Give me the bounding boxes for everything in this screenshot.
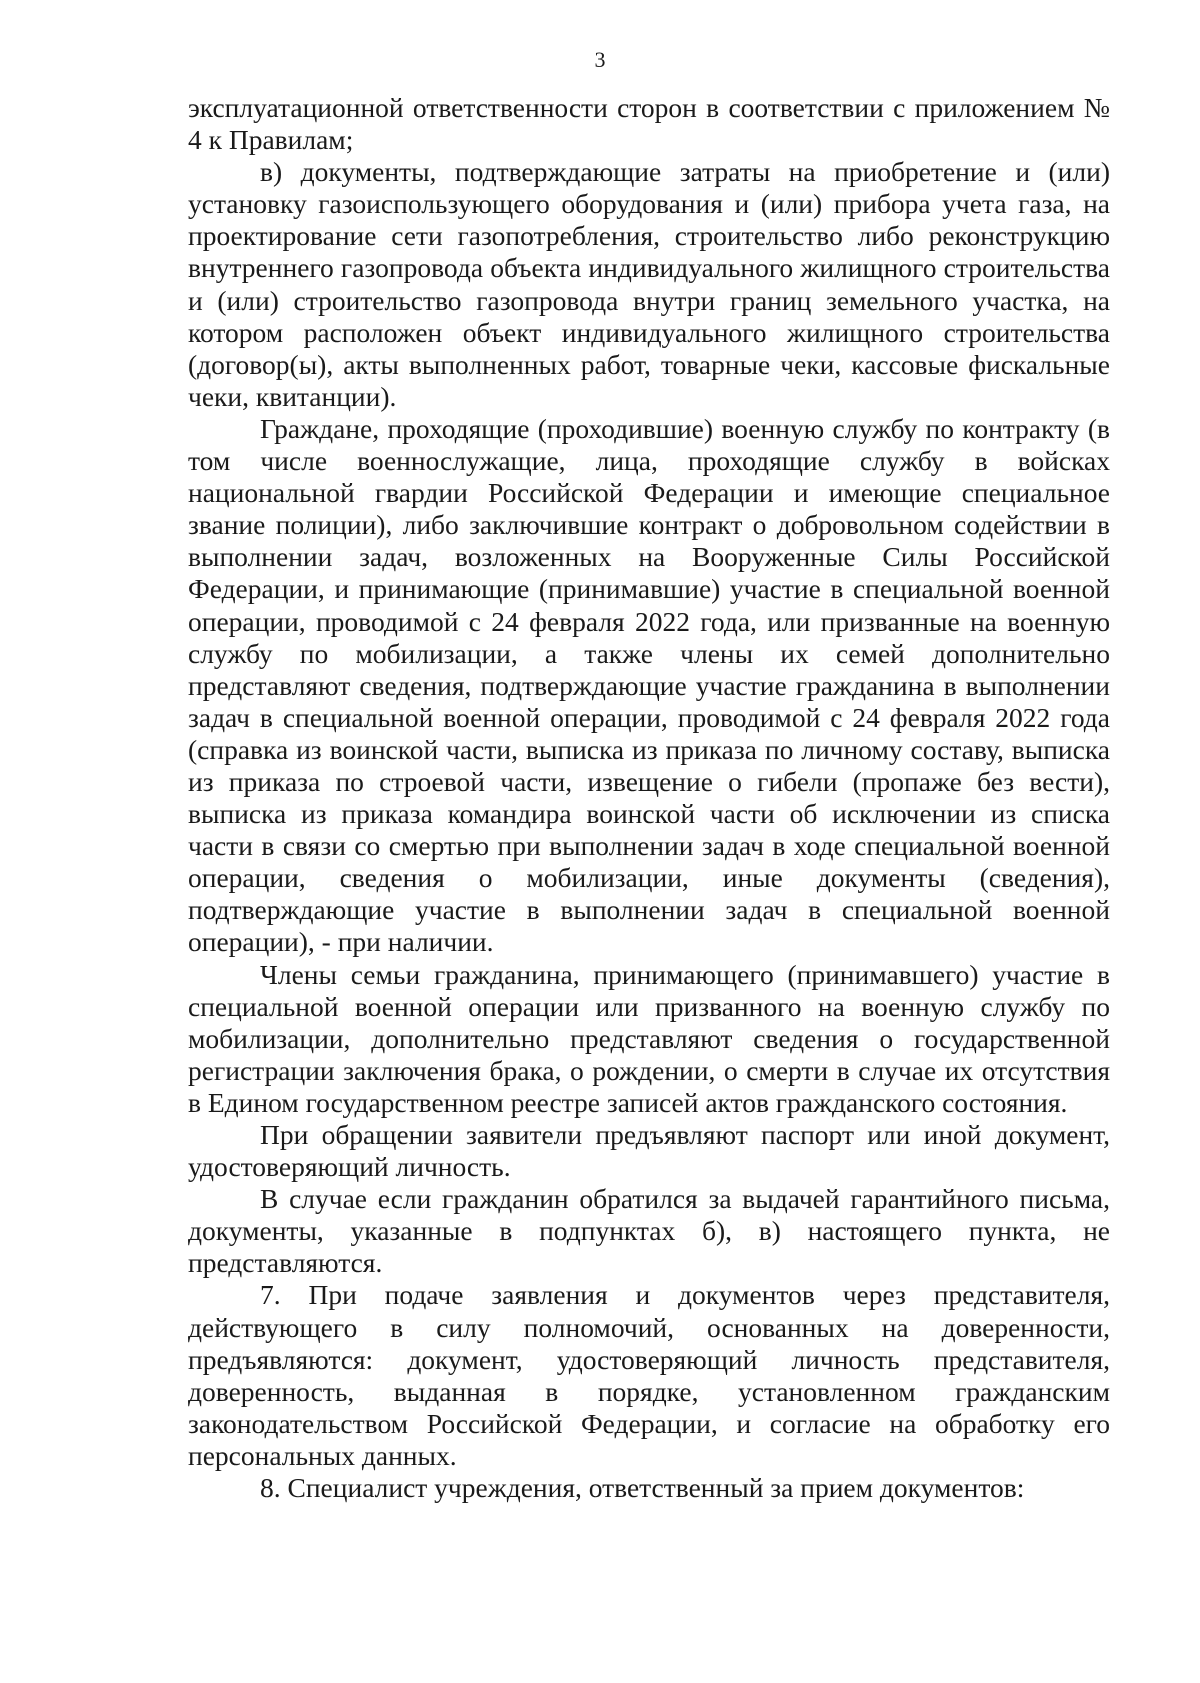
paragraph-passport: При обращении заявители предъявляют паспорт или иной документ, удостоверяющий личность. <box>188 1119 1110 1183</box>
paragraph-family-members: Члены семьи гражданина, принимающего (принимавшего) участие в специальной военной операции или призванного на военную службу по мобилизации, дополнительно представляют сведения о государственной регистрации заключения брака, о рождении, о смерти в случае их отсутствия в Едином государственном реестре записей актов гражданского состояния. <box>188 958 1110 1118</box>
paragraph-continuation: эксплуатационной ответственности сторон в соответствии с приложением № 4 к Правилам; <box>188 92 1110 156</box>
paragraph-subitem-v: в) документы, подтверждающие затраты на приобретение и (или) установку газоиспользующего оборудования и (или) прибора учета газа, на проектирование сети газопотребления, строительство либо реконструкцию внутреннего газопровода объекта индивидуального жилищного строительства и (или) строительство газопровода внутри границ земельного участка, на котором расположен объект индивидуального жилищного строительства (договор(ы), акты выполненных работ, товарные чеки, кассовые фискальные чеки, квитанции). <box>188 156 1110 412</box>
document-body <box>188 92 1110 1504</box>
paragraph-military-citizens: Граждане, проходящие (проходившие) военную службу по контракту (в том числе военнослужащие, лица, проходящие службу в войсках национальной гвардии Российской Федерации и имеющие специальное звание полиции), либо заключившие контракт о добровольном содействии в выполнении задач, возложенных на Вооруженные Силы Российской Федерации, и принимающие (принимавшие) участие в специальной военной операции, проводимой с 24 февраля 2022 года, или призванные на военную службу по мобилизации, а также члены их семей дополнительно представляют сведения, подтверждающие участие гражданина в выполнении задач в специальной военной операции, проводимой с 24 февраля 2022 года (справка из воинской части, выписка из приказа по личному составу, выписка из приказа по строевой части, извещение о гибели (пропаже без вести), выписка из приказа командира воинской части об исключении из списка части в связи со смертью при выполнении задач в ходе специальной военной операции, сведения о мобилизации, иные документы (сведения), подтверждающие участие в выполнении задач в специальной военной операции), - при наличии. <box>188 412 1110 958</box>
paragraph-guarantee-letter: В случае если гражданин обратился за выдачей гарантийного письма, документы, указанные в подпунктах б), в) настоящего пункта, не представляются. <box>188 1183 1110 1279</box>
page-number: 3 <box>594 47 606 72</box>
paragraph-item-8: 8. Специалист учреждения, ответственный за прием документов: <box>260 1472 1025 1504</box>
paragraph-item-7: 7. При подаче заявления и документов через представителя, действующего в силу полномочий, основанных на доверенности, предъявляются: документ, удостоверяющий личность представителя, доверенность, выданная в порядке, установленном гражданским законодательством Российской Федерации, и согласие на обработку его персональных данных. <box>188 1279 1110 1471</box>
